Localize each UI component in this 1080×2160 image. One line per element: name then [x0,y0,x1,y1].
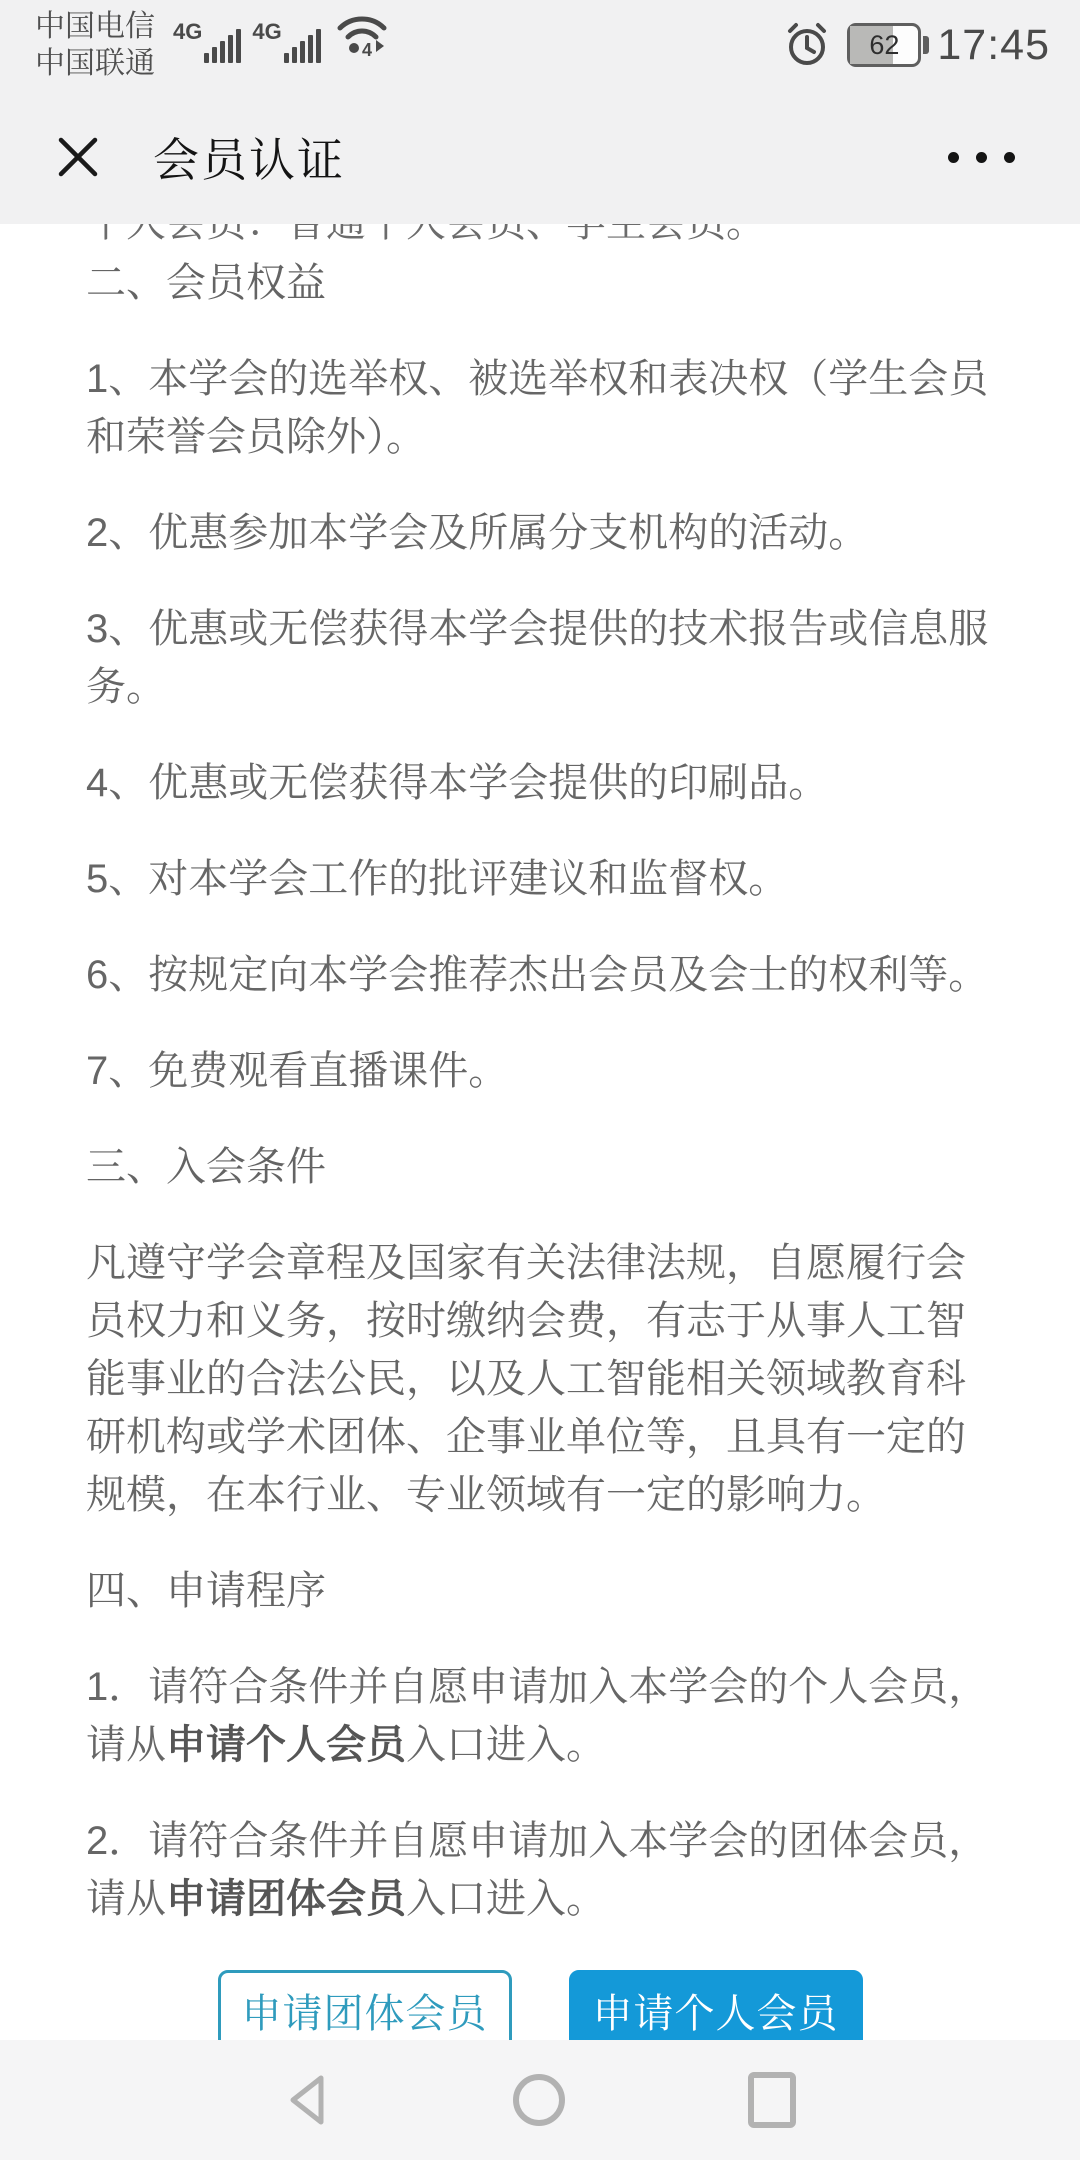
bold-personal-member: 申请个人会员 [166,1723,406,1767]
nav-back-icon[interactable] [283,2072,331,2128]
more-menu-icon[interactable] [938,132,1025,183]
battery-nub [923,36,929,54]
network-type-label-2: 4G [252,18,282,44]
benefit-item: 5、对本学会工作的批评建议和监督权。 [86,857,789,901]
battery-indicator [847,23,921,67]
close-icon[interactable] [55,134,101,180]
section-title-benefits: 二、会员权益 [86,261,326,305]
cell-signal-bars-icon [204,25,244,65]
bold-group-member: 申请团体会员 [166,1877,406,1921]
alarm-clock-icon [783,21,831,69]
svg-text:4: 4 [361,39,372,60]
benefit-item: 4、优惠或无偿获得本学会提供的印刷品。 [86,761,829,805]
page-header [0,90,1080,224]
carrier-secondary: 中国联通 [35,47,155,80]
benefit-item: 3、优惠或无偿获得本学会提供的技术报告或信息服务。 [86,607,989,709]
carrier-labels [35,8,155,82]
carrier-primary: 中国电信 [35,10,155,43]
procedure-item-group: 2．请符合条件并自愿申请加入本学会的团体会员，请从申请团体会员入口进入。 [86,1819,989,1921]
status-bar-left [35,8,388,82]
apply-personal-member-button[interactable]: 申请个人会员 [569,1970,863,2058]
page-title: 会员认证 [153,134,345,186]
section-title-procedure: 四、申请程序 [86,1569,326,1613]
article-content [0,224,1080,2058]
nav-home-icon[interactable] [511,2072,567,2128]
procedure-item-personal: 1．请符合条件并自愿申请加入本学会的个人会员，请从申请个人会员入口进入。 [86,1665,989,1767]
status-bar-right [783,21,1050,70]
apply-group-member-button[interactable]: 申请团体会员 [218,1970,512,2058]
status-bar [0,0,1080,90]
network-type-label-1: 4G [173,18,203,44]
nav-recents-icon[interactable] [747,2072,797,2128]
conditions-paragraph: 凡遵守学会章程及国家有关法律法规，自愿履行会员权力和义务，按时缴纳会费，有志于从事人工智能事业的合法公民，以及人工智能相关领域教育科研机构或学术团体、企事业单位等，且具有一定的规模，在本行业、专业领域有一定的影响力。 [86,1241,966,1517]
wifi-icon [336,12,388,63]
benefit-item: 1、本学会的选举权、被选举权和表决权（学生会员和荣誉会员除外）。 [86,357,989,459]
battery-percentage: 62 [869,29,900,60]
benefit-item: 7、免费观看直播课件。 [86,1049,509,1093]
benefit-item: 2、优惠参加本学会及所属分支机构的活动。 [86,511,869,555]
benefit-item: 6、按规定向本学会推荐杰出会员及会士的权利等。 [86,953,989,997]
section-title-conditions: 三、入会条件 [86,1145,326,1189]
cell-signal-bars-icon [284,25,324,65]
status-bar-signal-icons [165,12,388,79]
android-navigation-bar [0,2040,1080,2160]
status-bar-time: 17:45 [937,20,1050,69]
